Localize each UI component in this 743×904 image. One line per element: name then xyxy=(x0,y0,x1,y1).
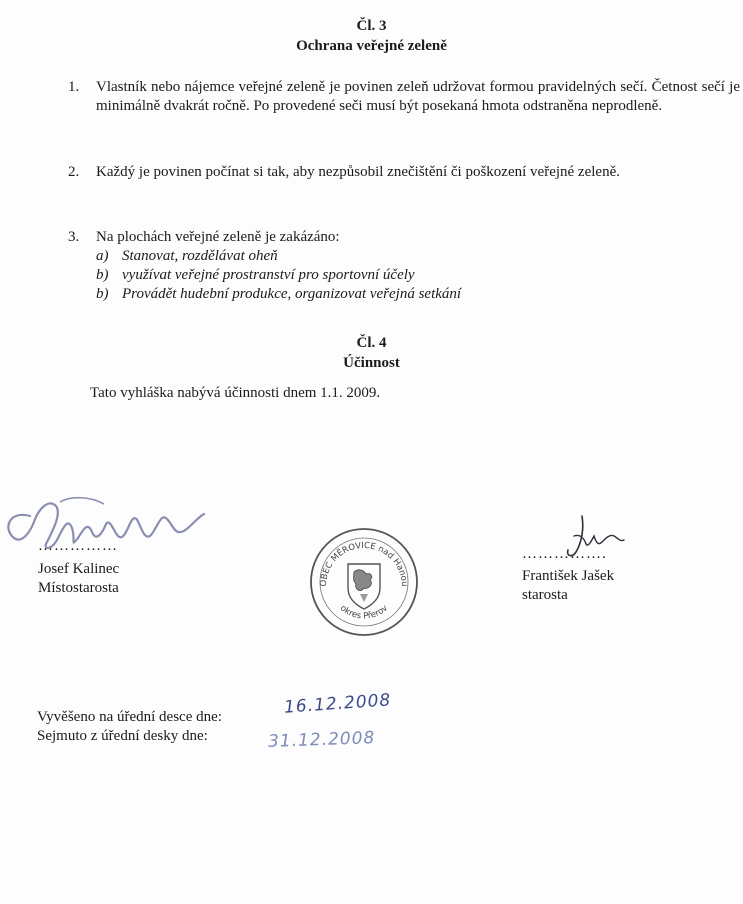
article-3-title: Ochrana veřejné zeleně xyxy=(296,38,447,54)
article-3-number: Čl. 3 xyxy=(356,18,387,34)
list-item-text: Na plochách veřejné zeleně je zakázáno: xyxy=(96,229,340,245)
signer-left-role: Místostarosta xyxy=(38,580,119,596)
article-4-title: Účinnost xyxy=(343,355,400,371)
prohibited-list xyxy=(96,247,461,304)
list-item-text: Stanovat, rozdělávat oheň xyxy=(122,248,278,264)
signature-line-left: …………… xyxy=(38,538,118,554)
list-item xyxy=(96,285,461,304)
signer-left-name: Josef Kalinec xyxy=(38,561,120,577)
official-stamp xyxy=(308,526,420,638)
article-4-number: Čl. 4 xyxy=(356,335,387,351)
list-item-letter: b) xyxy=(96,286,109,302)
coat-of-arms-icon xyxy=(348,564,380,609)
list-item-text: Vlastník nebo nájemce veřejné zeleně je povinen zeleň udržovat formou pravidelných sečí. Četnost sečí je minimálně dvakrát ročně. Po provedené seči musí být posekaná hmota odstraněna neprodleně. xyxy=(96,79,740,114)
list-item-text: Každý je povinen počínat si tak, aby nezpůsobil znečištění či poškození veřejné zeleně. xyxy=(96,164,620,180)
removed-date: 31.12.2008 xyxy=(267,728,376,752)
list-item-letter: b) xyxy=(96,267,109,283)
stamp-top-text: OBEC MĚROVICE nad Hanou xyxy=(318,540,410,587)
posted-label: Vyvěšeno na úřední desce dne: xyxy=(37,709,222,725)
list-item-number: 2. xyxy=(68,164,80,180)
list-item-text: využívat veřejné prostranství pro sportovní účely xyxy=(122,267,415,283)
list-item xyxy=(68,78,740,116)
effective-date-text: Tato vyhláška nabývá účinnosti dnem 1.1. 2009. xyxy=(90,385,381,401)
signer-right-name: František Jašek xyxy=(522,568,615,584)
posted-date: 16.12.2008 xyxy=(283,690,392,718)
list-item xyxy=(68,163,740,182)
stamp-bottom-text: okres Přerov xyxy=(338,603,390,622)
removed-label: Sejmuto z úřední desky dne: xyxy=(37,728,208,744)
list-item xyxy=(68,228,740,247)
list-item xyxy=(96,247,461,266)
signer-right-role: starosta xyxy=(522,587,568,603)
list-item-letter: a) xyxy=(96,248,109,264)
list-item-text: Provádět hudební produkce, organizovat veřejná setkání xyxy=(122,286,462,302)
list-item-number: 1. xyxy=(68,79,80,95)
list-item-number: 3. xyxy=(68,229,80,245)
signature-line-right: ……………. xyxy=(522,546,607,562)
list-item xyxy=(96,266,461,285)
